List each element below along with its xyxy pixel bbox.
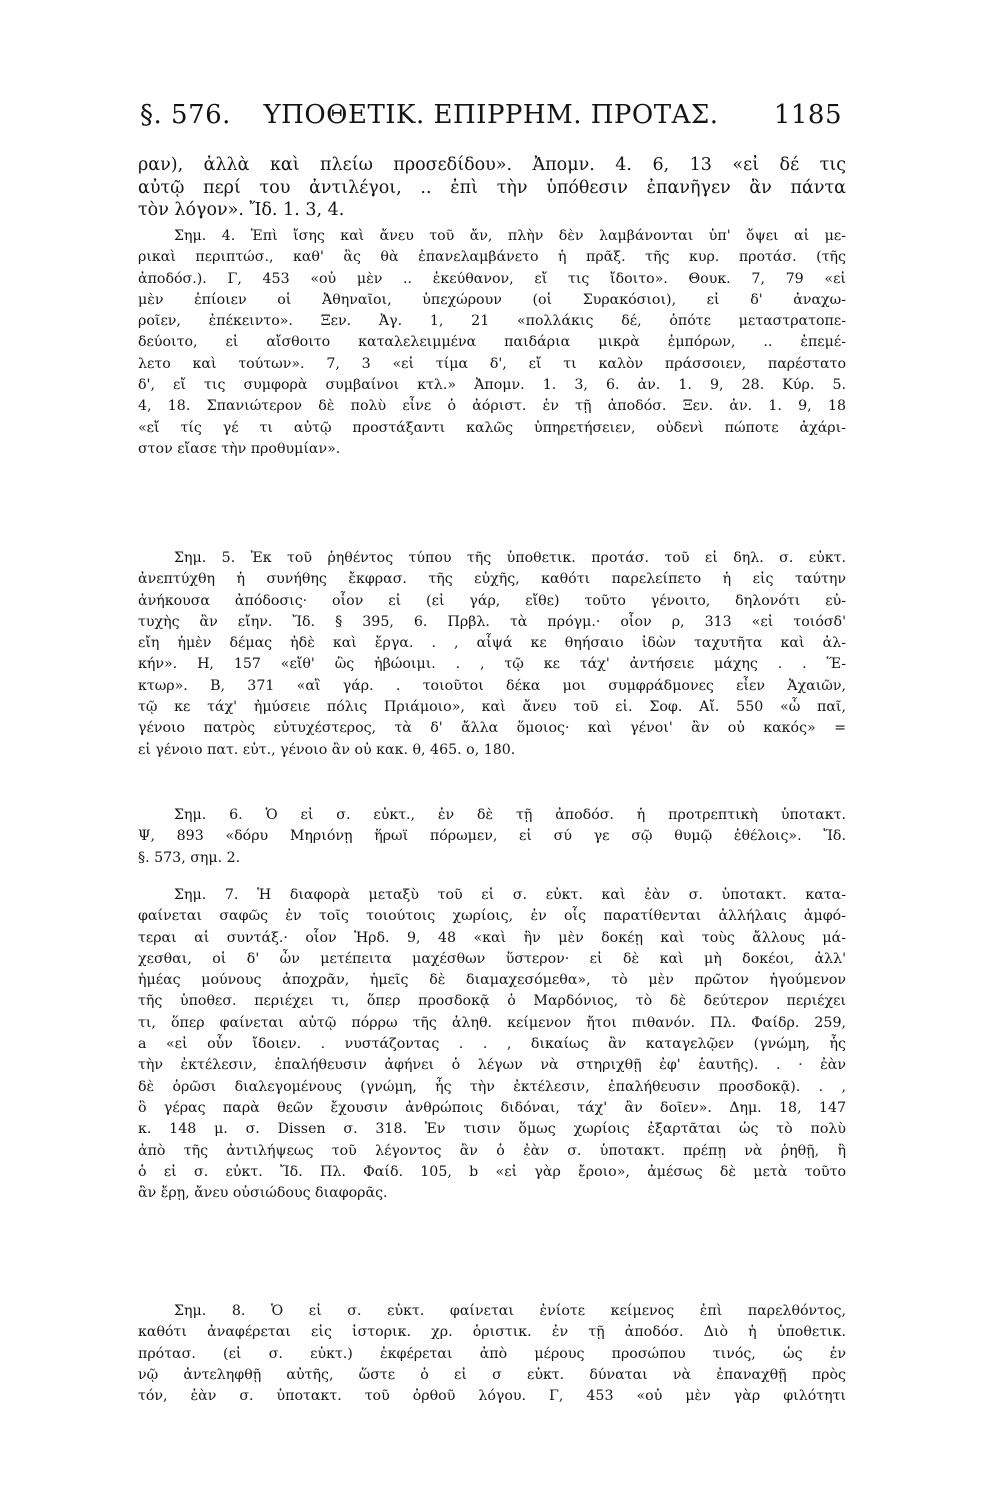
text-line: πρότασ. (εἰ σ. εὐκτ.) ἐκφέρεται ἀπὸ μέρους προσώπου τινός, ὡς ἐν: [138, 1345, 846, 1362]
text-line: Σημ. 5. Ἐκ τοῦ ῥηθέντος τύπου τῆς ὑποθετικ. προτάσ. τοῦ εἰ δηλ. σ. εὐκτ.: [174, 550, 846, 566]
text-line: §. 573, σημ. 2.: [138, 849, 241, 866]
section-number: §. 576.: [140, 100, 231, 130]
page-title: ΥΠΟΘΕΤΙΚ. ΕΠΙΡΡΗΜ. ΠΡΟΤΑΣ.: [263, 100, 719, 130]
text-line: ραν), ἀλλὰ καὶ πλείω προσεδίδου». Ἀπομν. 4. 6, 13 «εἰ δέ τις: [138, 155, 846, 175]
text-line: τὴν ἐκτέλεσιν, ἐπαλήθευσιν ἀφήνει ὁ λέγων νὰ στηριχθῇ ἐφ' ἑαυτῆς). . · ἐὰν: [138, 1057, 846, 1074]
text-line: Σημ. 8. Ὁ εἰ σ. εὐκτ. φαίνεται ἐνίοτε κείμενος ἐπὶ παρελθόντος,: [174, 1303, 846, 1319]
text-line: ρικαὶ περιπτώσ., καθ' ἃς θὰ ἐπανελαμβάνετο ἡ πρᾶξ. τῆς κυρ. προτάσ. (τῆς: [138, 249, 846, 266]
text-line: εἴη ἡμὲν δέμας ἠδὲ καὶ ἔργα. . , αἶψά κε θηήσαιο ἰδὼν ταχυτῆτα καὶ ἀλ-: [138, 635, 846, 652]
text-line: τὸν λόγον». Ἴδ. 1. 3, 4.: [138, 200, 345, 220]
text-line: δ', εἴ τις συμφορὰ συμβαίνοι κτλ.» Ἀπομν. 1. 3, 6. ἀν. 1. 9, 28. Κύρ. 5.: [138, 377, 846, 394]
text-line: Σημ. 7. Ἡ διαφορὰ μεταξὺ τοῦ εἰ σ. εὐκτ. καὶ ἐὰν σ. ὑποτακτ. κατα-: [174, 887, 846, 903]
text-line: Σημ. 6. Ὁ εἰ σ. εὐκτ., ἐν δὲ τῇ ἀποδόσ. ἡ προτρεπτικὴ ὑποτακτ.: [174, 807, 846, 823]
text-line: δὲ ὁρῶσι διαλεγομένους (γνώμη, ἧς τὴν ἐκτέλεσιν, ἐπαλήθευσιν προσδοκᾷ). . ,: [138, 1078, 846, 1095]
note-6: [138, 805, 846, 869]
text-line: ἀποδόσ.). Γ, 453 «οὐ μὲν .. ἐκεύθανον, εἴ τις ἴδοιτο». Θουκ. 7, 79 «εἰ: [138, 270, 846, 287]
page-number: 1185: [773, 100, 842, 130]
note-8: [138, 1301, 846, 1407]
text-line: 4, 18. Σπανιώτερον δὲ πολὺ εἶνε ὁ ἀόριστ. ἐν τῇ ἀποδόσ. Ξεν. ἀν. 1. 9, 18: [138, 398, 846, 415]
text-line: ἀνήκουσα ἀπόδοσις· οἷον εἰ (εἰ γάρ, εἴθε) τοῦτο γένοιτο, δηλονότι εὐ-: [138, 592, 846, 609]
text-line: ἂν ἔρῃ, ἄνευ οὐσιώδους διαφορᾶς.: [138, 1185, 388, 1202]
text-line: ἡμέας μούνους ἀποχρᾶν, ἡμεῖς δὲ διαμαχεσόμεθα», τὸ μὲν πρῶτον ἡγούμενον: [138, 972, 846, 989]
text-line: ἀνεπτύχθη ἡ συνήθης ἔκφρασ. τῆς εὐχῆς, καθότι παρελείπετο ἡ εἰς ταύτην: [138, 571, 846, 588]
text-line: «εἴ τίς γέ τι αὐτῷ προστάξαντι καλῶς ὑπηρετήσειεν, οὐδενὶ πώποτε ἀχάρι-: [138, 419, 846, 436]
text-line: ἀπὸ τῆς ἀντιλήψεως τοῦ λέγοντος ἂν ὁ ἐὰν σ. ὑποτακτ. πρέπῃ νὰ ῥηθῇ, ἢ: [138, 1142, 846, 1159]
text-line: μὲν ἐπίοιεν οἱ Ἀθηναῖοι, ὑπεχώρουν (οἱ Συρακόσιοι), εἰ δ' ἀναχω-: [138, 291, 846, 308]
text-line: φαίνεται σαφῶς ἐν τοῖς τοιούτοις χωρίοις, ἐν οἷς παρατίθενται ἀλλήλαις ἀμφό-: [138, 908, 846, 925]
text-line: εἰ γένοιο πατ. εὐτ., γένοιο ἂν οὐ κακ. θ, 465. ο, 180.: [138, 741, 516, 758]
text-line: ὃ γέρας παρὰ θεῶν ἔχουσιν ἀνθρώποις διδόναι, τάχ' ἂν δοῖεν». Δημ. 18, 147: [138, 1099, 846, 1116]
text-line: ὁ εἰ σ. εὐκτ. Ἴδ. Πλ. Φαίδ. 105, b «εἰ γὰρ ἔροιο», ἀμέσως δὲ μετὰ τοῦτο: [138, 1163, 846, 1180]
text-line: κήν». Η, 157 «εἴθ' ὣς ἡβώοιμι. . , τῷ κε τάχ' ἀντήσειε μάχης . . Ἕ-: [138, 656, 846, 673]
text-line: Σημ. 4. Ἐπὶ ἴσης καὶ ἄνευ τοῦ ἄν, πλὴν δὲν λαμβάνονται ὑπ' ὄψει αἱ με-: [174, 228, 846, 244]
text-line: κ. 148 μ. σ. Dissen σ. 318. Ἐν τισιν ὅμως χωρίοις ἐξαρτᾶται ὡς τὸ πολὺ: [138, 1121, 846, 1138]
text-line: Ψ, 893 «δόρυ Μηριόνῃ ἥρωϊ πόρωμεν, εἰ σύ γε σῷ θυμῷ ἐθέλοις». Ἴδ.: [138, 828, 846, 845]
text-line: τεραι αἱ συντάξ.· οἷον Ἡρδ. 9, 48 «καὶ ἢν μὲν δοκέῃ καὶ τοὺς ἄλλους μά-: [138, 929, 846, 946]
text-line: τόν, ἐὰν σ. ὑποτακτ. τοῦ ὀρθοῦ λόγου. Γ, 453 «οὐ μὲν γὰρ φιλότητι: [138, 1388, 846, 1405]
text-line: αὐτῷ περί του ἀντιλέγοι, .. ἐπὶ τὴν ὑπόθεσιν ἐπανῆγεν ἂν πάντα: [138, 177, 846, 198]
note-7: [138, 885, 846, 1204]
text-line: δεύοιτο, εἰ αἴσθοιτο καταλελειμμένα παιδάρια μικρὰ ἐμπόρων, .. ἐπεμέ-: [138, 334, 846, 351]
text-line: στον εἴασε τὴν προθυμίαν».: [138, 440, 341, 457]
text-line: λετο καὶ τούτων». 7, 3 «εἰ τίμα δ', εἴ τι καλὸν πράσσοιεν, παρέστατο: [138, 355, 846, 372]
paragraph-continuation: [138, 154, 846, 222]
text-line: καθότι ἀναφέρεται εἰς ἱστορικ. χρ. ὁριστικ. ἐν τῇ ἀποδόσ. Διὸ ἡ ὑποθετικ.: [138, 1324, 846, 1341]
text-line: νῷ ἀντεληφθῇ αὐτῆς, ὥστε ὁ εἰ σ εὐκτ. δύναται νὰ ἐπαναχθῇ πρὸς: [138, 1366, 846, 1383]
text-line: γένοιο πατρὸς εὐτυχέστερος, τὰ δ' ἄλλα ὅμοιος· καὶ γένοι' ἂν οὐ κακός» =: [138, 720, 846, 737]
note-5: [138, 548, 846, 761]
note-4: [138, 226, 846, 460]
text-line: κτωρ». Β, 371 «αἲ γάρ. . τοιοῦτοι δέκα μοι συμφράδμονες εἶεν Ἀχαιῶν,: [138, 677, 846, 694]
text-line: χεσθαι, οἱ δ' ὦν μετέπειτα μαχέσθων ὕστερον· εἰ δὲ καὶ μὴ δοκέοι, ἀλλ': [138, 950, 846, 967]
text-line: τῷ κε τάχ' ἠμύσειε πόλις Πριάμοιο», καὶ ἄνευ τοῦ εἰ. Σοφ. Αἴ. 550 «ὦ παῖ,: [138, 699, 846, 716]
text-line: a «εἰ οὖν ἴδοιεν. . νυστάζοντας . . , δικαίως ἂν καταγελῷεν (γνώμη, ἧς: [138, 1036, 846, 1053]
running-header: [140, 100, 842, 134]
text-line: τι, ὅπερ φαίνεται αὐτῷ πόρρω τῆς ἀληθ. κείμενον ἤτοι πιθανόν. Πλ. Φαίδρ. 259,: [138, 1014, 846, 1031]
text-line: τῆς ὑποθεσ. περιέχει τι, ὅπερ προσδοκᾷ ὁ Μαρδόνιος, τὸ δὲ δεύτερον περιέχει: [138, 993, 846, 1010]
text-line: τυχὴς ἂν εἴην. Ἴδ. § 395, 6. Πρβλ. τὰ πρόγμ.· οἷον ρ, 313 «εἰ τοιόσδ': [138, 613, 846, 630]
text-line: ροῖεν, ἐπέκειντο». Ξεν. Ἀγ. 1, 21 «πολλάκις δέ, ὁπότε μεταστρατοπε-: [138, 313, 846, 330]
